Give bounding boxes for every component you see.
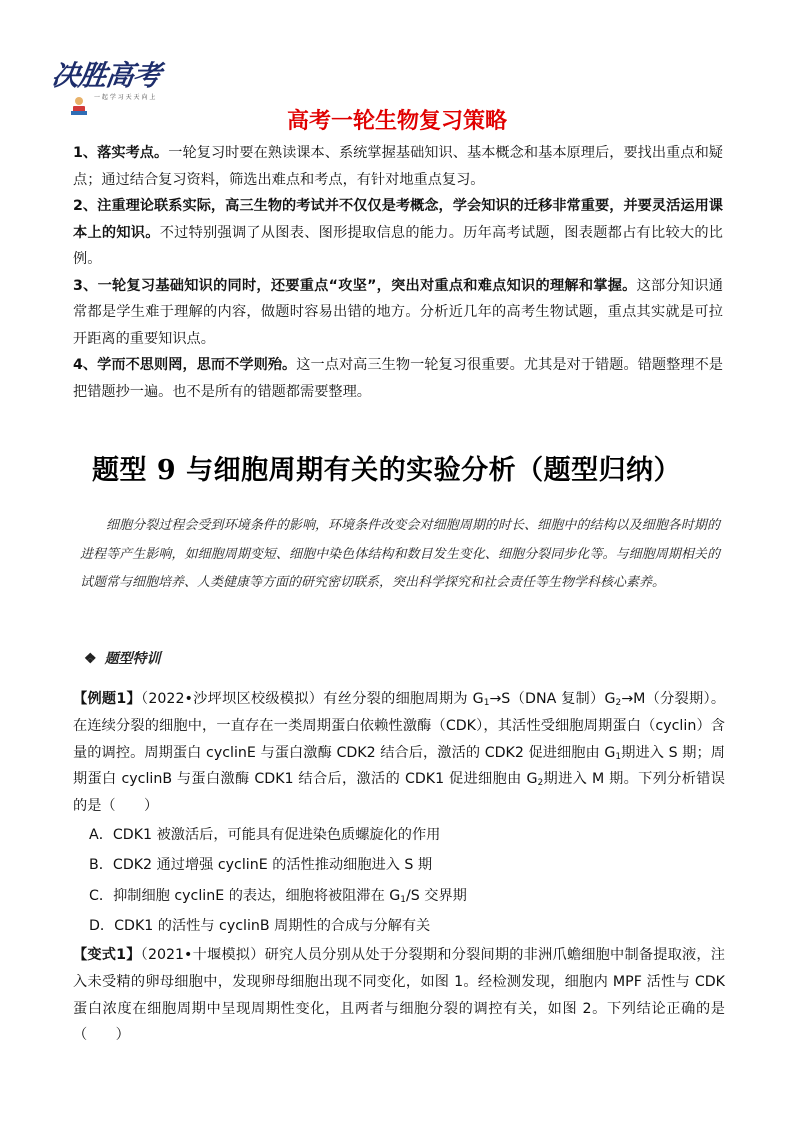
tip-3: 3、一轮复习基础知识的同时，还要重点“攻坚”，突出对重点和难点知识的理解和掌握。这部分知识通常都是学生难于理解的内容，做题时容易出错的地方。分析近几年的高考生物试题，重点其实就是可拉开距离的重要知识点。: [73, 277, 723, 347]
option-a[interactable]: A．CDK1 被激活后，可能具有促进染色质螺旋化的作用: [89, 826, 441, 843]
tip-4: 4、学而不思则罔，思而不学则殆。这一点对高三生物一轮复习很重要。尤其是对于错题。错题整理不是把错题抄一遍。也不是所有的错题都需要整理。: [73, 357, 723, 400]
logo-subtitle: 一 起 学 习 天 天 向 上: [94, 94, 156, 101]
strategy-tips: [73, 140, 723, 405]
training-heading: [84, 648, 161, 668]
tip-2: 2、注重理论联系实际，高三生物的考试并不仅仅是考概念，学会知识的迁移非常重要，并要灵活运用课本上的知识。不过特别强调了从图表、图形提取信息的能力。历年高考试题，图表题都占有比较大的比例。: [73, 198, 723, 267]
training-label: 题型特训: [104, 651, 161, 667]
example-question: 【例题1】（2022•沙坪坝区校级模拟）有丝分裂的细胞周期为 $G_1\to S(DNA$ 复制）$G_2\to M$（分裂期）。在连续分裂的细胞中，一直存在一类周期蛋白依赖性激酶（CDK），其活性受细胞周期蛋白（cyclin）含量的调控。周期蛋白 cyclinE 与蛋白激酶 CDK2 结合后，激活的 CDK2 促进细胞由 $G_1$期进入 S 期；周期蛋白 cyclinB 与蛋白激酶 CDK1 结合后，激活的 CDK1 促进细胞由 $G_2$期进入 M 期。下列分析错误的是（ ）: [73, 691, 726, 815]
example-label: 【例题1】: [73, 691, 141, 707]
option-c[interactable]: C．抑制细胞 cyclinE 的表达，细胞将被阻滞在 $G_1/S$ 交界期: [89, 887, 467, 905]
tip-1: 1、落实考点。一轮复习时要在熟读课本、系统掌握基础知识、基本概念和基本原理后，要找出重点和疑点；通过结合复习资料，筛选出难点和考点，有针对地重点复习。: [73, 145, 723, 188]
question-block: [73, 686, 725, 1049]
variant-question: 【变式1】（2021•十堰模拟）研究人员分别从处于分裂期和分裂间期的非洲爪蟾细胞中制备提取液，注入未受精的卵母细胞中，发现卵母细胞出现不同变化，如图 1。经检测发现，细胞内 MPF 活性与 CDK 蛋白浓度在细胞周期中呈现周期性变化，且两者与细胞分裂的调控有关，如图 2。下列结论正确的是（ ）: [73, 946, 725, 1044]
diamond-icon: ❖: [84, 651, 97, 667]
section-intro: 细胞分裂过程会受到环境条件的影响，环境条件改变会对细胞周期的时长、细胞中的结构以及细胞各时期的进程等产生影响，如细胞周期变短、细胞中染色体结构和数目发生变化、细胞分裂同步化等。与细胞周期相关的试题常与细胞培养、人类健康等方面的研究密切联系，突出科学探究和社会责任等生物学科核心素养。: [80, 518, 720, 590]
variant-label: 【变式1】: [73, 946, 141, 963]
option-b[interactable]: B．CDK2 通过增强 cyclinE 的活性推动细胞进入 S 期: [89, 857, 433, 874]
section-title: 题型 9 与细胞周期有关的实验分析（题型归纳）: [92, 455, 682, 486]
document-title: 高考一轮生物复习策略: [286, 109, 507, 134]
option-d[interactable]: D．CDK1 的活性与 cyclinB 周期性的合成与分解有关: [89, 918, 431, 935]
answer-options: [73, 820, 725, 942]
logo-text: 决胜高考: [49, 59, 163, 92]
